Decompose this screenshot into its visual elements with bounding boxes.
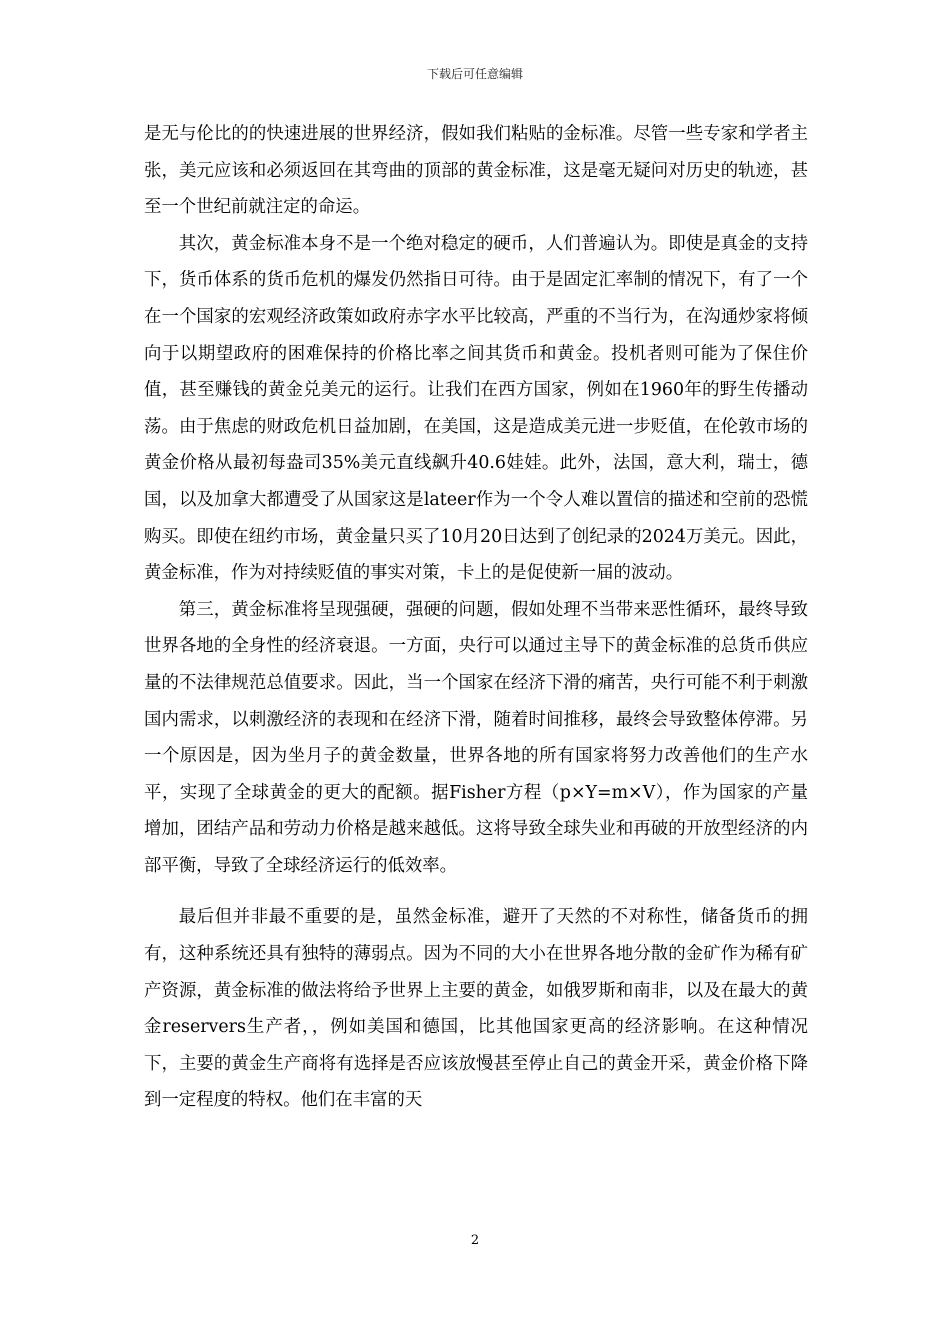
page-header: 下载后可任意编辑: [426, 67, 523, 81]
paragraph-continuation: 是无与伦比的的快速进展的世界经济，假如我们粘贴的金标准。尽管一些专家和学者主张，美元应该和必须返回在其弯曲的顶部的黄金标准，这是毫无疑问对历史的轨迹，甚至一个世纪前就注定的命运。: [144, 124, 808, 218]
page-number: 2: [470, 1233, 480, 1248]
document-body: [144, 116, 808, 1119]
paragraph-third: 第三，黄金标准将呈现强硬，强硬的问题，假如处理不当带来恶性循环，最终导致世界各地的全身性的经济衰退。一方面，央行可以通过主导下的黄金标准的总货币供应量的不法律规范总值要求。因此，当一个国家在经济下滑的痛苦，央行可能不利于刺激国内需求，以刺激经济的表现和在经济下滑，随着时间推移，最终会导致整体停滞。另一个原因是，因为坐月子的黄金数量，世界各地的所有国家将努力改善他们的生产水平，实现了全球黄金的更大的配额。据Fisher方程（p×Y=m×V），作为国家的产量增加，团结产品和劳动力价格是越来越低。这将导致全球失业和再破的开放型经济的内部平衡，导致了全球经济运行的低效率。: [144, 599, 808, 876]
paragraph-second: 其次，黄金标准本身不是一个绝对稳定的硬币，人们普遍认为。即使是真金的支持下，货币体系的货币危机的爆发仍然指日可待。由于是固定汇率制的情况下，有了一个在一个国家的宏观经济政策如政府赤字水平比较高，严重的不当行为，在沟通炒家将倾向于以期望政府的困难保持的价格比率之间其货币和黄金。投机者则可能为了保住价值，甚至赚钱的黄金兑美元的运行。让我们在西方国家，例如在1960年的野生传播动荡。由于焦虑的财政危机日益加剧，在美国，这是造成美元进一步贬值，在伦敦市场的黄金价格从最初每盎司35%美元直线飙升40.6娃娃。此外，法国，意大利，瑞士，德国，以及加拿大都遭受了从国家这是lateer作为一个令人难以置信的描述和空前的恐慌购买。即使在纽约市场，黄金量只买了10月20日达到了创纪录的2024万美元。因此，黄金标准，作为对持续贬值的事实对策，卡上的是促使新一届的波动。: [144, 233, 808, 584]
paragraph-last: 最后但并非最不重要的是，虽然金标准，避开了天然的不对称性，储备货币的拥有，这种系统还具有独特的薄弱点。因为不同的大小在世界各地分散的金矿作为稀有矿产资源，黄金标准的做法将给予世界上主要的黄金，如俄罗斯和南非，以及在最大的黄金reservers生产者，，例如美国和德国，比其他国家更高的经济影响。在这种情况下，主要的黄金生产商将有选择是否应该放慢甚至停止自己的黄金开采，黄金价格下降到一定程度的特权。他们在丰富的天: [144, 907, 808, 1111]
